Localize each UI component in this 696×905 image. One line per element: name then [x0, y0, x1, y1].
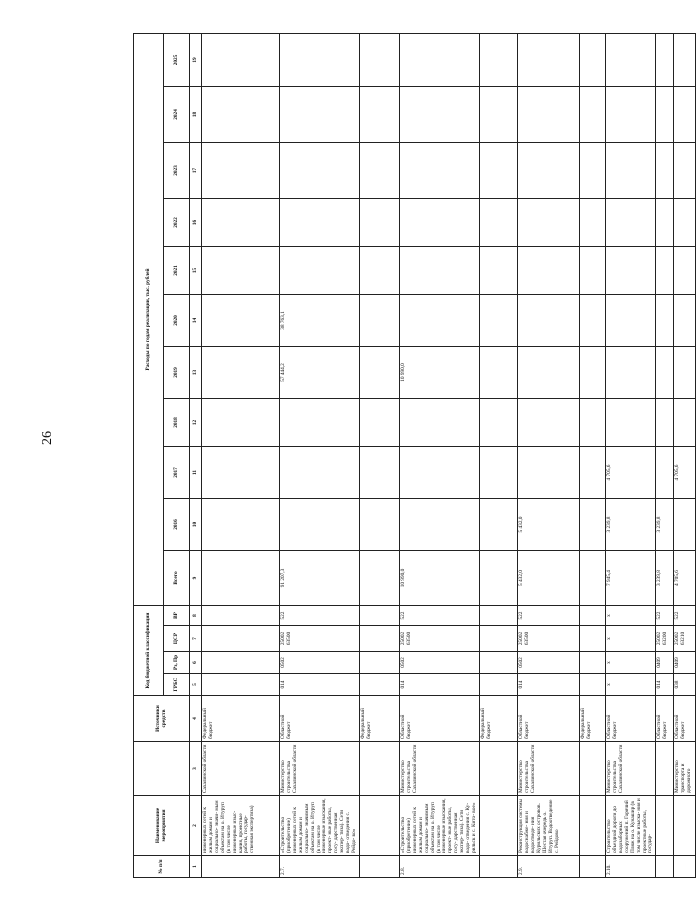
cell-year-value: [517, 33, 579, 86]
cell-executor: [579, 742, 605, 796]
cell-year-value: [399, 247, 479, 295]
cell-total: [359, 551, 399, 606]
cell-year-value: [517, 399, 579, 447]
cell-grbs: [202, 674, 280, 696]
header-executor: [134, 742, 190, 796]
table-row: [674, 33, 696, 877]
cell-executor: Сахалинской области: [202, 742, 280, 796]
cell-year-value: [399, 199, 479, 247]
cell-grbs: 038: [674, 674, 696, 696]
cell-executor: Министерство строительства Сахалинской области: [517, 742, 579, 796]
cell-year-value: [579, 143, 605, 199]
table-row: [479, 33, 517, 877]
cell-vr: 522: [399, 606, 479, 626]
table-row: [399, 33, 479, 877]
cell-csr: 25002 63500: [280, 626, 360, 652]
cell-year-value: [399, 295, 479, 347]
cell-year-value: 5 432,0: [517, 499, 579, 551]
cell-grbs: 014: [517, 674, 579, 696]
header-year: 2020: [164, 295, 190, 347]
cell-year-value: [579, 499, 605, 551]
cell-year-value: 57 444,2: [280, 347, 360, 399]
cell-rzpr: [479, 652, 517, 674]
cell-year-value: [605, 143, 655, 199]
cell-executor: [359, 742, 399, 796]
cell-vr: x: [605, 606, 655, 626]
cell-year-value: [280, 199, 360, 247]
cell-year-value: [202, 399, 280, 447]
cell-name: [656, 796, 674, 856]
cell-no: [479, 856, 517, 878]
cell-year-value: [579, 87, 605, 143]
cell-year-value: [579, 247, 605, 295]
cell-name: [359, 796, 399, 856]
cell-year-value: [359, 347, 399, 399]
cell-year-value: [674, 33, 696, 86]
cell-year-value: [579, 295, 605, 347]
cell-year-value: 10 990,0: [399, 347, 479, 399]
cell-year-value: [605, 199, 655, 247]
cell-year-value: [399, 499, 479, 551]
col-num: 2: [190, 796, 202, 856]
cell-year-value: [605, 33, 655, 86]
cell-rzpr: [579, 652, 605, 674]
cell-csr: 25002 63200: [656, 626, 674, 652]
cell-year-value: 4 705,6: [605, 447, 655, 499]
cell-rzpr: 0502: [399, 652, 479, 674]
cell-year-value: [399, 33, 479, 86]
cell-year-value: [656, 143, 674, 199]
cell-no: [579, 856, 605, 878]
cell-name: [579, 796, 605, 856]
cell-year-value: [479, 295, 517, 347]
col-num: 16: [190, 199, 202, 247]
cell-year-value: [517, 295, 579, 347]
cell-year-value: [359, 295, 399, 347]
cell-source: Областной бюджет: [517, 696, 579, 742]
cell-year-value: [674, 499, 696, 551]
cell-csr: 25002 63210: [674, 626, 696, 652]
table-row: [202, 33, 280, 877]
cell-year-value: [202, 143, 280, 199]
page-number: 26: [40, 431, 55, 445]
cell-year-value: [359, 247, 399, 295]
cell-total: [579, 551, 605, 606]
cell-year-value: [579, 447, 605, 499]
col-num: 10: [190, 499, 202, 551]
cell-vr: 522: [517, 606, 579, 626]
cell-source: Областной бюджет: [605, 696, 655, 742]
cell-year-value: 4 705,6: [674, 447, 696, 499]
header-vr: ВР: [164, 606, 190, 626]
cell-name: [479, 796, 517, 856]
cell-rzpr: 0502: [280, 652, 360, 674]
cell-csr: [579, 626, 605, 652]
cell-year-value: [674, 143, 696, 199]
cell-source: Федеральный бюджет: [579, 696, 605, 742]
cell-year-value: [674, 347, 696, 399]
column-number-row: [190, 33, 202, 877]
cell-year-value: [579, 33, 605, 86]
col-num: 15: [190, 247, 202, 295]
header-name: Наименование мероприятия: [134, 796, 190, 856]
cell-name: [674, 796, 696, 856]
header-year: 2019: [164, 347, 190, 399]
cell-year-value: [656, 87, 674, 143]
cell-year-value: [359, 143, 399, 199]
col-num: 18: [190, 87, 202, 143]
header-year: 2023: [164, 143, 190, 199]
col-num: 3: [190, 742, 202, 796]
cell-year-value: [280, 447, 360, 499]
cell-year-value: [605, 87, 655, 143]
cell-year-value: [280, 143, 360, 199]
cell-total: 10 990,0: [399, 551, 479, 606]
cell-year-value: [656, 33, 674, 86]
cell-source: Областной бюджет: [674, 696, 696, 742]
cell-year-value: [674, 199, 696, 247]
cell-vr: [202, 606, 280, 626]
cell-rzpr: [202, 652, 280, 674]
cell-total: 3 239,8: [656, 551, 674, 606]
cell-year-value: [605, 399, 655, 447]
cell-csr: 25002 63500: [517, 626, 579, 652]
cell-year-value: [399, 87, 479, 143]
cell-total: [202, 551, 280, 606]
cell-rzpr: x: [605, 652, 655, 674]
cell-grbs: 014: [399, 674, 479, 696]
cell-vr: 522: [674, 606, 696, 626]
cell-year-value: 3 239,8: [605, 499, 655, 551]
cell-total: 7 945,4: [605, 551, 655, 606]
header-year: 2018: [164, 399, 190, 447]
cell-year-value: [359, 87, 399, 143]
cell-year-value: [579, 199, 605, 247]
cell-source: Федеральный бюджет: [479, 696, 517, 742]
table-row: [605, 33, 655, 877]
cell-no: 2.8.: [399, 856, 479, 878]
cell-grbs: [359, 674, 399, 696]
cell-year-value: [605, 295, 655, 347]
cell-year-value: [479, 499, 517, 551]
rotated-table-area: [133, 33, 693, 878]
cell-no: [674, 856, 696, 878]
cell-year-value: [202, 33, 280, 86]
cell-source: Федеральный бюджет: [202, 696, 280, 742]
cell-year-value: [656, 347, 674, 399]
cell-name: «Строительство (приобретение) инженерных сетей к жилым домам и социально- значимым объектам на о. Итуруп (в том числе инженерные изыскания, проект- ные работы, госу- дарственная экспер- тиза). Сети водо- отведения с. Рейдо- во»: [280, 796, 360, 856]
cell-year-value: [479, 33, 517, 86]
cell-year-value: [280, 247, 360, 295]
col-num: 5: [190, 674, 202, 696]
cell-executor: Министерство строительства Сахалинской области: [399, 742, 479, 796]
cell-year-value: [517, 247, 579, 295]
cell-grbs: [579, 674, 605, 696]
header-expenses: Расходы по годам реализации, тыс. рублей: [134, 33, 164, 605]
cell-name: инженерных сетей к жилым домам и социально- значи- мым объектам на о. Итуруп (в том числе инженерные изыс- кания, проектные работы, государ- ственная экспертиза): [202, 796, 280, 856]
cell-source: Областной бюджет: [280, 696, 360, 742]
cell-rzpr: 0409: [656, 652, 674, 674]
cell-year-value: [479, 143, 517, 199]
cell-year-value: [674, 87, 696, 143]
cell-year-value: 3 239,8: [656, 499, 674, 551]
cell-total: 91 207,3: [280, 551, 360, 606]
header-year: 2024: [164, 87, 190, 143]
cell-year-value: [359, 499, 399, 551]
cell-year-value: [517, 347, 579, 399]
cell-executor: Министерство строительства Сахалинской области: [280, 742, 360, 796]
cell-year-value: [359, 199, 399, 247]
cell-csr: [202, 626, 280, 652]
header-no: № п/п: [134, 856, 190, 878]
cell-csr: x: [605, 626, 655, 652]
cell-year-value: [605, 347, 655, 399]
cell-source: Федеральный бюджет: [359, 696, 399, 742]
table-row: [359, 33, 399, 877]
col-num: 13: [190, 347, 202, 399]
cell-year-value: [280, 499, 360, 551]
cell-year-value: 38 763,1: [280, 295, 360, 347]
col-num: 12: [190, 399, 202, 447]
table-row: [280, 33, 360, 877]
expenses-table: [133, 33, 696, 878]
cell-executor: [656, 742, 674, 796]
cell-year-value: [202, 87, 280, 143]
header-year: 2022: [164, 199, 190, 247]
header-total: Всего: [164, 551, 190, 606]
cell-year-value: [479, 447, 517, 499]
cell-csr: [359, 626, 399, 652]
cell-year-value: [399, 399, 479, 447]
header-year: 2021: [164, 247, 190, 295]
cell-year-value: [359, 33, 399, 86]
cell-source: Областной бюджет: [399, 696, 479, 742]
cell-year-value: [517, 87, 579, 143]
cell-year-value: [605, 247, 655, 295]
col-num: 4: [190, 696, 202, 742]
cell-name: «Строительство (приобретение) инженерных сетей к жилым домам и социально- значимым объектам на о. Итуруп (в том числе инженерные изыскания, проект- ные работы, госу- дарственная экспер- тиза). Сети водо- отведения с. Ку- рильск и с. Кито- вое»: [399, 796, 479, 856]
cell-no: 2.7.: [280, 856, 360, 878]
cell-no: [656, 856, 674, 878]
cell-name: Реконструкция системы водоснабже- ния и водоотведе- ния Курильских островов. Шестая очередь о. Итуруп. Водоотведение с. Рейдово: [517, 796, 579, 856]
col-num: 8: [190, 606, 202, 626]
cell-year-value: [479, 87, 517, 143]
cell-year-value: [674, 247, 696, 295]
cell-year-value: [202, 295, 280, 347]
cell-year-value: [399, 447, 479, 499]
cell-year-value: [479, 399, 517, 447]
header-rzpr: Рз, Пр: [164, 652, 190, 674]
header-year: 2017: [164, 447, 190, 499]
cell-year-value: [517, 447, 579, 499]
cell-year-value: [656, 447, 674, 499]
cell-no: [359, 856, 399, 878]
cell-vr: [479, 606, 517, 626]
header-grbs: ГРБС: [164, 674, 190, 696]
cell-csr: 25002 63500: [399, 626, 479, 652]
table-row: [656, 33, 674, 877]
cell-total: 4 705,6: [674, 551, 696, 606]
cell-year-value: [479, 347, 517, 399]
cell-vr: [359, 606, 399, 626]
cell-executor: Министерство транспорта и дорожного: [674, 742, 696, 796]
table-row: [579, 33, 605, 877]
cell-year-value: [202, 199, 280, 247]
header-csr: ЦСР: [164, 626, 190, 652]
cell-grbs: [479, 674, 517, 696]
cell-year-value: [674, 295, 696, 347]
cell-year-value: [517, 199, 579, 247]
cell-year-value: [202, 347, 280, 399]
cell-year-value: [479, 247, 517, 295]
cell-year-value: [579, 347, 605, 399]
cell-year-value: [656, 247, 674, 295]
cell-total: 5 432,0: [517, 551, 579, 606]
header-year: 2025: [164, 33, 190, 86]
cell-no: 2.10.: [605, 856, 655, 878]
cell-vr: 522: [656, 606, 674, 626]
cell-year-value: [280, 87, 360, 143]
col-num: 19: [190, 33, 202, 86]
cell-grbs: 014: [656, 674, 674, 696]
cell-total: [479, 551, 517, 606]
cell-year-value: [359, 447, 399, 499]
table-row: [517, 33, 579, 877]
cell-rzpr: 0502: [517, 652, 579, 674]
col-num: 9: [190, 551, 202, 606]
cell-executor: Министерство строительства Сахалинской области: [605, 742, 655, 796]
cell-year-value: [579, 399, 605, 447]
cell-year-value: [656, 295, 674, 347]
col-num: 6: [190, 652, 202, 674]
cell-name: Строительство объездной дороги до водозаборных сооружений п. Горячий Пляж на о. Кунашир (в том числе изыска- ния и проектные работы, государ-: [605, 796, 655, 856]
cell-vr: [579, 606, 605, 626]
header-source: Источники средств: [134, 696, 190, 742]
col-num: 1: [190, 856, 202, 878]
cell-year-value: [280, 399, 360, 447]
cell-year-value: [656, 399, 674, 447]
cell-year-value: [479, 199, 517, 247]
col-num: 17: [190, 143, 202, 199]
cell-no: [202, 856, 280, 878]
cell-year-value: [517, 143, 579, 199]
cell-vr: 522: [280, 606, 360, 626]
cell-year-value: [202, 499, 280, 551]
col-num: 11: [190, 447, 202, 499]
cell-source: Областной бюджет: [656, 696, 674, 742]
cell-grbs: x: [605, 674, 655, 696]
cell-year-value: [399, 143, 479, 199]
cell-year-value: [656, 199, 674, 247]
cell-year-value: [202, 447, 280, 499]
header-year: 2016: [164, 499, 190, 551]
cell-year-value: [202, 247, 280, 295]
col-num: 14: [190, 295, 202, 347]
col-num: 7: [190, 626, 202, 652]
cell-csr: [479, 626, 517, 652]
cell-grbs: 014: [280, 674, 360, 696]
cell-no: 2.9.: [517, 856, 579, 878]
cell-year-value: [674, 399, 696, 447]
cell-rzpr: 0409: [674, 652, 696, 674]
cell-year-value: [359, 399, 399, 447]
cell-year-value: [280, 33, 360, 86]
cell-rzpr: [359, 652, 399, 674]
cell-executor: [479, 742, 517, 796]
header-budget-classification: Код бюджетной классификации: [134, 606, 164, 696]
